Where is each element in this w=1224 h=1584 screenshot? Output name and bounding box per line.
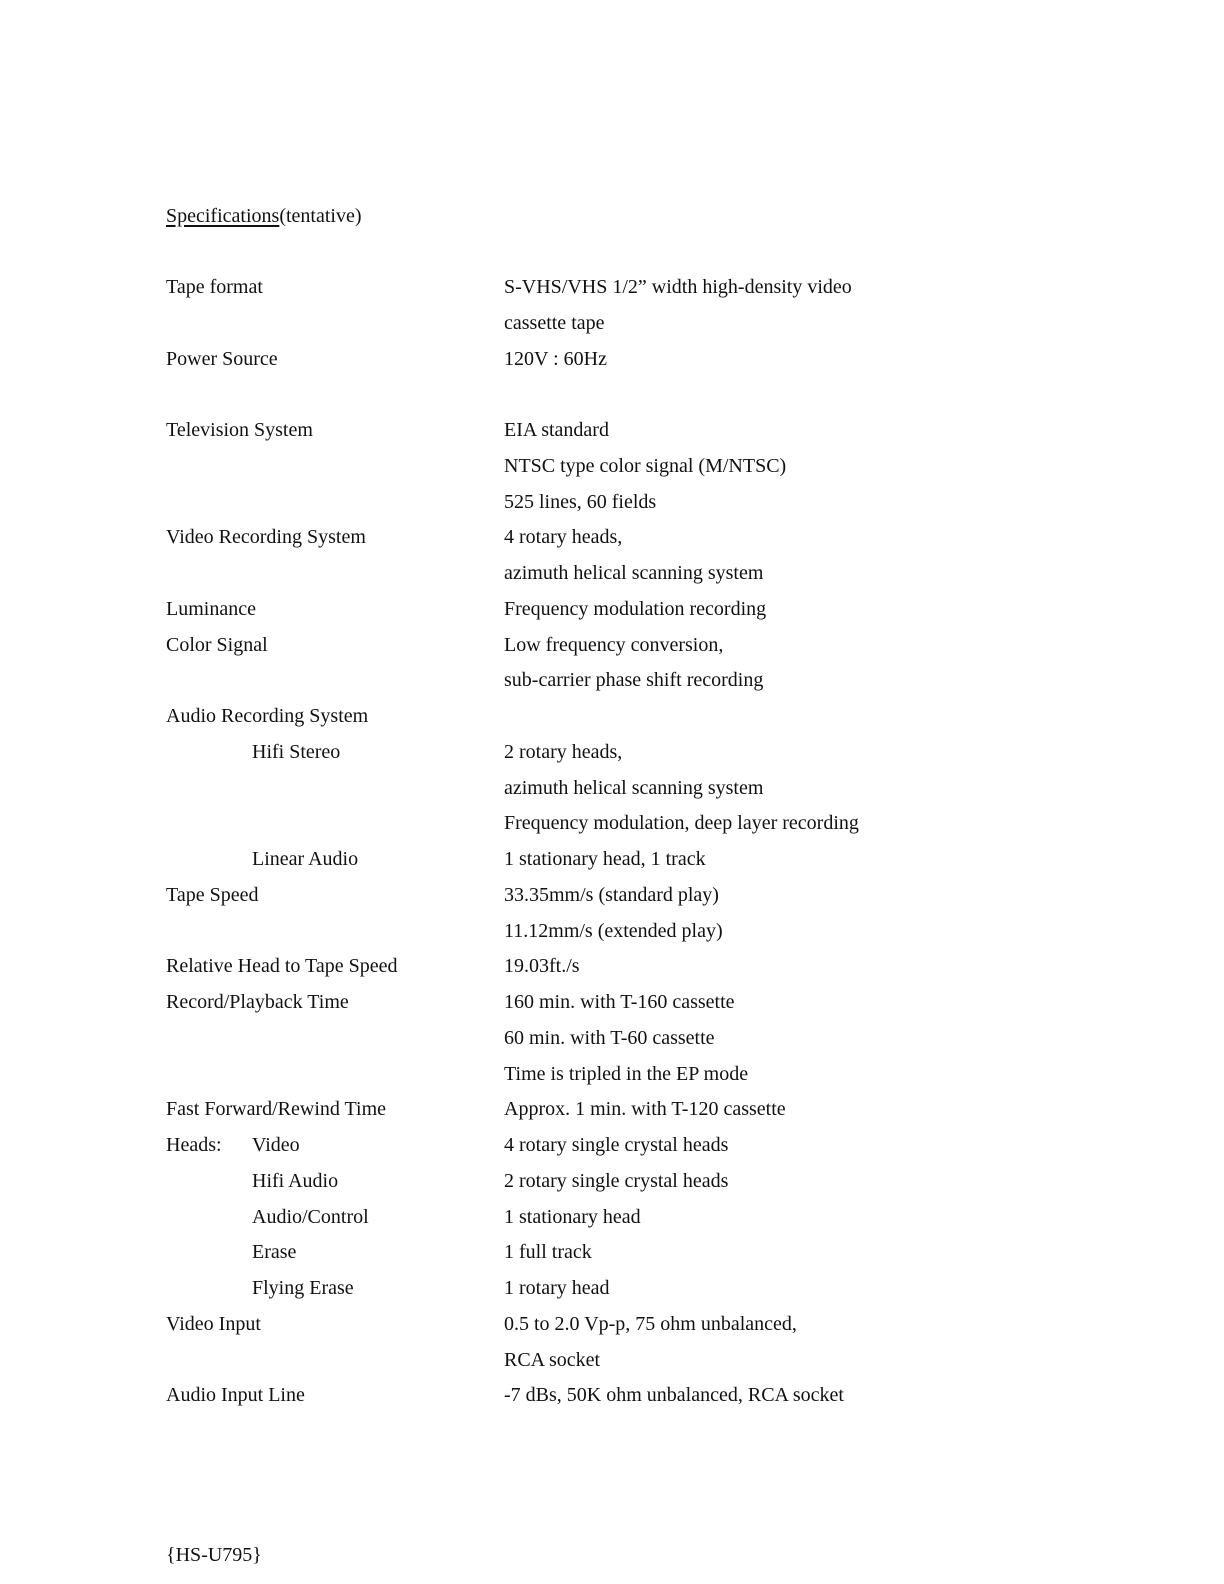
spec-row [0, 882, 1224, 918]
spec-label: Fast Forward/Rewind Time [166, 1098, 387, 1121]
spec-row [0, 596, 1224, 632]
spec-value: 1 stationary head, 1 track [504, 848, 706, 870]
spec-sublabel: Video [252, 1134, 300, 1156]
spec-value: 1 full track [504, 1241, 592, 1264]
heads-prefix-label: Heads: [166, 1134, 222, 1156]
spec-value: 525 lines, 60 fields [504, 490, 657, 513]
spec-row [0, 1311, 1224, 1347]
spec-value: Time is tripled in the EP mode [504, 1062, 749, 1085]
spec-value: S-VHS/VHS 1/2” width high-density video [504, 276, 852, 298]
spec-row [0, 560, 1224, 596]
spec-row [0, 524, 1224, 560]
spec-row [0, 453, 1224, 489]
spec-value: 0.5 to 2.0 Vp-p, 75 ohm unbalanced, [504, 1312, 797, 1335]
spec-row [0, 1132, 1224, 1168]
spec-label: Power Source [166, 347, 278, 370]
spec-value: 60 min. with T-60 cassette [504, 1026, 715, 1049]
spec-row [0, 274, 1224, 310]
spec-row [0, 703, 1224, 739]
spec-row [0, 310, 1224, 346]
spec-value: 2 rotary heads, [504, 740, 623, 763]
spec-value: 1 rotary head [504, 1277, 610, 1299]
spec-label: Record/Playback Time [166, 991, 349, 1013]
spec-row [0, 489, 1224, 525]
spec-label: Color Signal [166, 633, 268, 656]
spec-row [0, 1096, 1224, 1132]
spec-value: cassette tape [504, 311, 605, 334]
spec-value: 160 min. with T-160 cassette [504, 991, 735, 1013]
spec-sublabel: Flying Erase [252, 1277, 354, 1299]
spec-value: 2 rotary single crystal heads [504, 1169, 729, 1192]
spec-row [0, 810, 1224, 846]
spec-value: 33.35mm/s (standard play) [504, 883, 719, 906]
spec-value: RCA socket [504, 1348, 601, 1371]
spec-value: 4 rotary heads, [504, 526, 623, 549]
spec-label: Video Recording System [166, 526, 366, 549]
spec-value: 1 stationary head [504, 1205, 641, 1228]
page-heading [166, 203, 362, 229]
spec-sublabel: Erase [252, 1241, 297, 1264]
spec-row [0, 632, 1224, 668]
spec-value: 19.03ft./s [504, 955, 580, 978]
spec-value: Frequency modulation recording [504, 597, 767, 620]
spec-value: Frequency modulation, deep layer recording [504, 812, 859, 835]
spec-label: Luminance [166, 597, 256, 620]
spec-value: azimuth helical scanning system [504, 776, 764, 799]
spec-sublabel: Hifi Audio [252, 1169, 339, 1192]
spec-row [0, 1204, 1224, 1240]
spec-label: Audio Input Line [166, 1384, 305, 1407]
spec-row [0, 953, 1224, 989]
spec-label: Television System [166, 419, 313, 441]
spec-row [0, 1025, 1224, 1061]
spec-sublabel: Linear Audio [252, 848, 359, 870]
spec-label: Tape format [166, 276, 263, 298]
spec-row-blank [0, 381, 1224, 417]
heading-suffix: (tentative) [279, 205, 362, 227]
spec-row [0, 1061, 1224, 1097]
spec-row [0, 1168, 1224, 1204]
spec-table [0, 274, 1224, 1418]
heading-underlined: Specifications [166, 205, 280, 227]
spec-sublabel: Hifi Stereo [252, 740, 341, 763]
spec-value: Approx. 1 min. with T-120 cassette [504, 1098, 786, 1121]
spec-row [0, 1239, 1224, 1275]
spec-row [0, 989, 1224, 1025]
spec-row [0, 1347, 1224, 1383]
model-code-footer: {HS-U795} [166, 1544, 262, 1566]
spec-value: -7 dBs, 50K ohm unbalanced, RCA socket [504, 1384, 844, 1407]
spec-value: 11.12mm/s (extended play) [504, 919, 723, 942]
spec-value: NTSC type color signal (M/NTSC) [504, 454, 787, 477]
spec-value: EIA standard [504, 419, 609, 441]
spec-label: Relative Head to Tape Speed [166, 955, 398, 978]
spec-row [0, 918, 1224, 954]
spec-row [0, 775, 1224, 811]
spec-value: 4 rotary single crystal heads [504, 1134, 729, 1156]
spec-row [0, 667, 1224, 703]
spec-row [0, 1382, 1224, 1418]
spec-row [0, 1275, 1224, 1311]
spec-value: sub-carrier phase shift recording [504, 669, 764, 692]
spec-label: Audio Recording System [166, 705, 369, 727]
spec-row [0, 739, 1224, 775]
spec-sublabel: Audio/Control [252, 1205, 369, 1228]
spec-row [0, 346, 1224, 382]
spec-value: Low frequency conversion, [504, 633, 724, 656]
spec-value: 120V : 60Hz [504, 347, 607, 370]
spec-label: Tape Speed [166, 883, 259, 906]
spec-row [0, 417, 1224, 453]
spec-value: azimuth helical scanning system [504, 562, 764, 584]
spec-label: Video Input [166, 1312, 261, 1335]
spec-row [0, 846, 1224, 882]
